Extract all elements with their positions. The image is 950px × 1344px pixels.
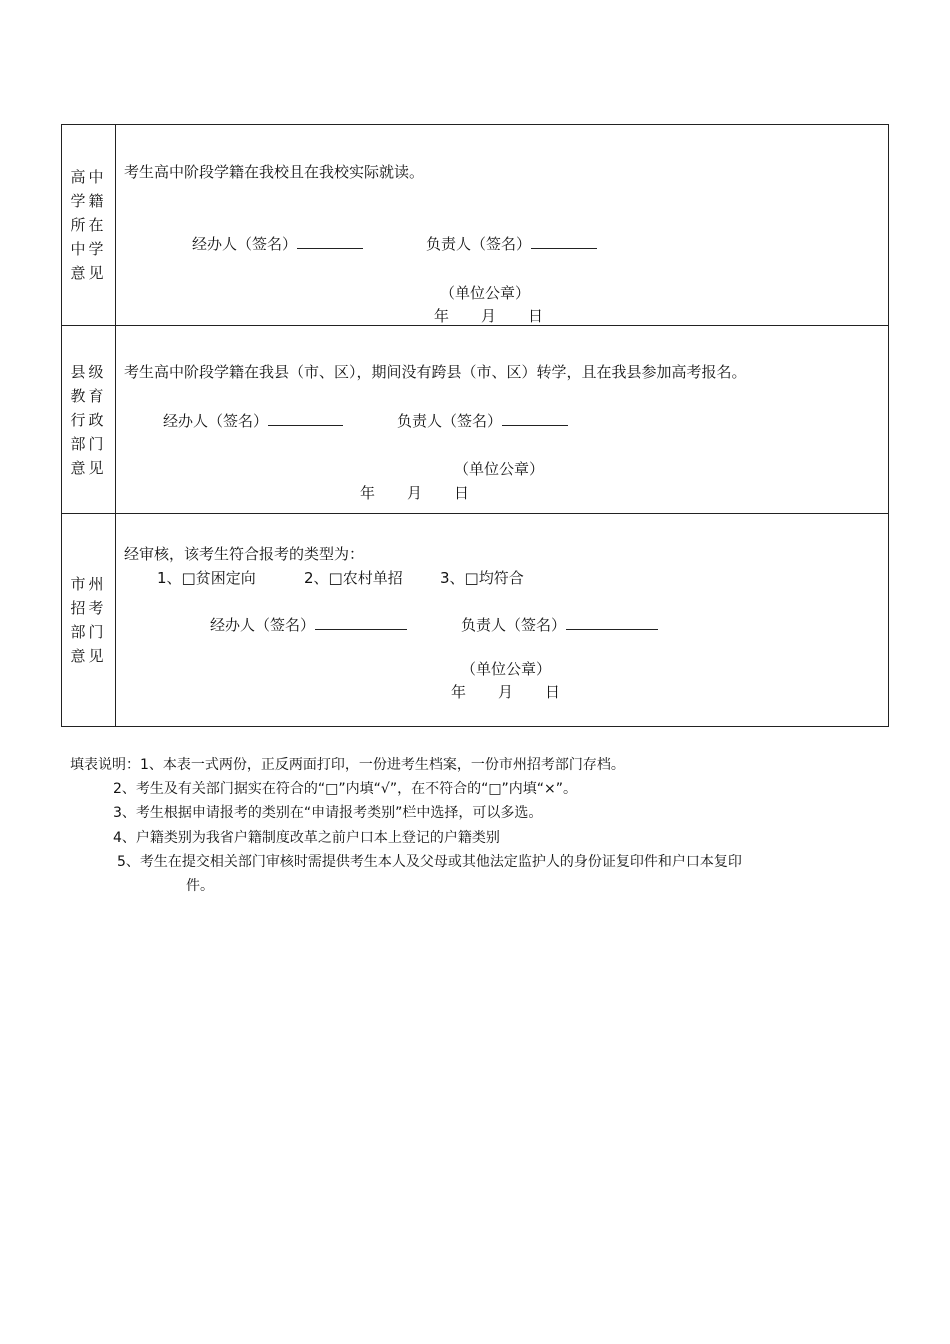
date-day: 日 (528, 307, 544, 325)
handler-signature-line[interactable] (268, 411, 343, 426)
notes-item: 5、考生在提交相关部门审核时需提供考生本人及父母或其他法定监护人的身份证复印件和户口本复印 (117, 854, 742, 870)
date-line (451, 681, 560, 702)
responsible-signature-field[interactable] (397, 410, 568, 431)
section-label: 县级教育行政部门意见 (70, 362, 107, 477)
date-day: 日 (454, 484, 470, 502)
section-label-cell (62, 125, 115, 325)
handler-signature-line[interactable] (315, 615, 407, 630)
section-content (116, 125, 888, 325)
date-month: 月 (407, 484, 423, 502)
section-label: 市州招考部门意见 (70, 575, 107, 665)
unit-seal-label: （单位公章） (461, 660, 552, 678)
responsible-label: 负责人（签名） (397, 412, 503, 430)
section-label-cell (62, 326, 115, 513)
notes-item: 1、本表一式两份，正反两面打印，一份进考生档案，一份市州招考部门存档。 (140, 757, 625, 773)
responsible-signature-line[interactable] (502, 411, 568, 426)
section-content (116, 326, 888, 513)
handler-label: 经办人（签名） (192, 235, 298, 253)
section-county-opinion (62, 326, 888, 514)
responsible-signature-line[interactable] (566, 615, 658, 630)
handler-signature-field[interactable] (192, 233, 363, 254)
handler-label: 经办人（签名） (163, 412, 269, 430)
notes-item: 2、考生及有关部门据实在符合的“□”内填“√”，在不符合的“□”内填“×”。 (113, 781, 578, 797)
date-line (434, 305, 543, 326)
section-label-cell (62, 514, 115, 726)
date-year: 年 (451, 683, 467, 701)
date-month: 月 (481, 307, 497, 325)
notes-item: 4、户籍类别为我省户籍制度改革之前户口本上登记的户籍类别 (113, 830, 500, 846)
statement-text: 经审核，该考生符合报考的类型为： (124, 545, 365, 563)
date-month: 月 (498, 683, 514, 701)
handler-signature-line[interactable] (297, 234, 363, 249)
notes-line-1 (70, 754, 625, 774)
notes-item: 件。 (186, 878, 214, 894)
responsible-signature-field[interactable] (461, 614, 658, 635)
option-rural-single[interactable]: 2、□农村单招 (304, 569, 403, 587)
section-content (116, 514, 888, 726)
date-line (360, 482, 469, 503)
date-year: 年 (434, 307, 450, 325)
section-label: 高中学籍所在中学意见 (70, 168, 107, 282)
responsible-signature-line[interactable] (531, 234, 597, 249)
handler-signature-field[interactable] (163, 410, 343, 431)
notes-prefix: 填表说明： (70, 757, 140, 773)
unit-seal-label: （单位公章） (440, 284, 531, 302)
handler-signature-field[interactable] (210, 614, 407, 635)
section-city-opinion (62, 514, 888, 726)
responsible-label: 负责人（签名） (426, 235, 532, 253)
responsible-signature-field[interactable] (426, 233, 597, 254)
statement-text: 考生高中阶段学籍在我校且在我校实际就读。 (124, 163, 425, 181)
handler-label: 经办人（签名） (210, 616, 316, 634)
date-year: 年 (360, 484, 376, 502)
responsible-label: 负责人（签名） (461, 616, 567, 634)
statement-text: 考生高中阶段学籍在我县（市、区），期间没有跨县（市、区）转学，且在我县参加高考报名。 (124, 363, 747, 381)
date-day: 日 (545, 683, 561, 701)
section-school-opinion (62, 125, 888, 326)
notes-item: 3、考生根据申请报考的类别在“申请报考类别”栏中选择，可以多选。 (113, 805, 543, 821)
review-form-table (61, 124, 889, 727)
option-both[interactable]: 3、□均符合 (440, 569, 524, 587)
option-poverty-targeted[interactable]: 1、□贫困定向 (157, 569, 256, 587)
unit-seal-label: （单位公章） (454, 460, 545, 478)
